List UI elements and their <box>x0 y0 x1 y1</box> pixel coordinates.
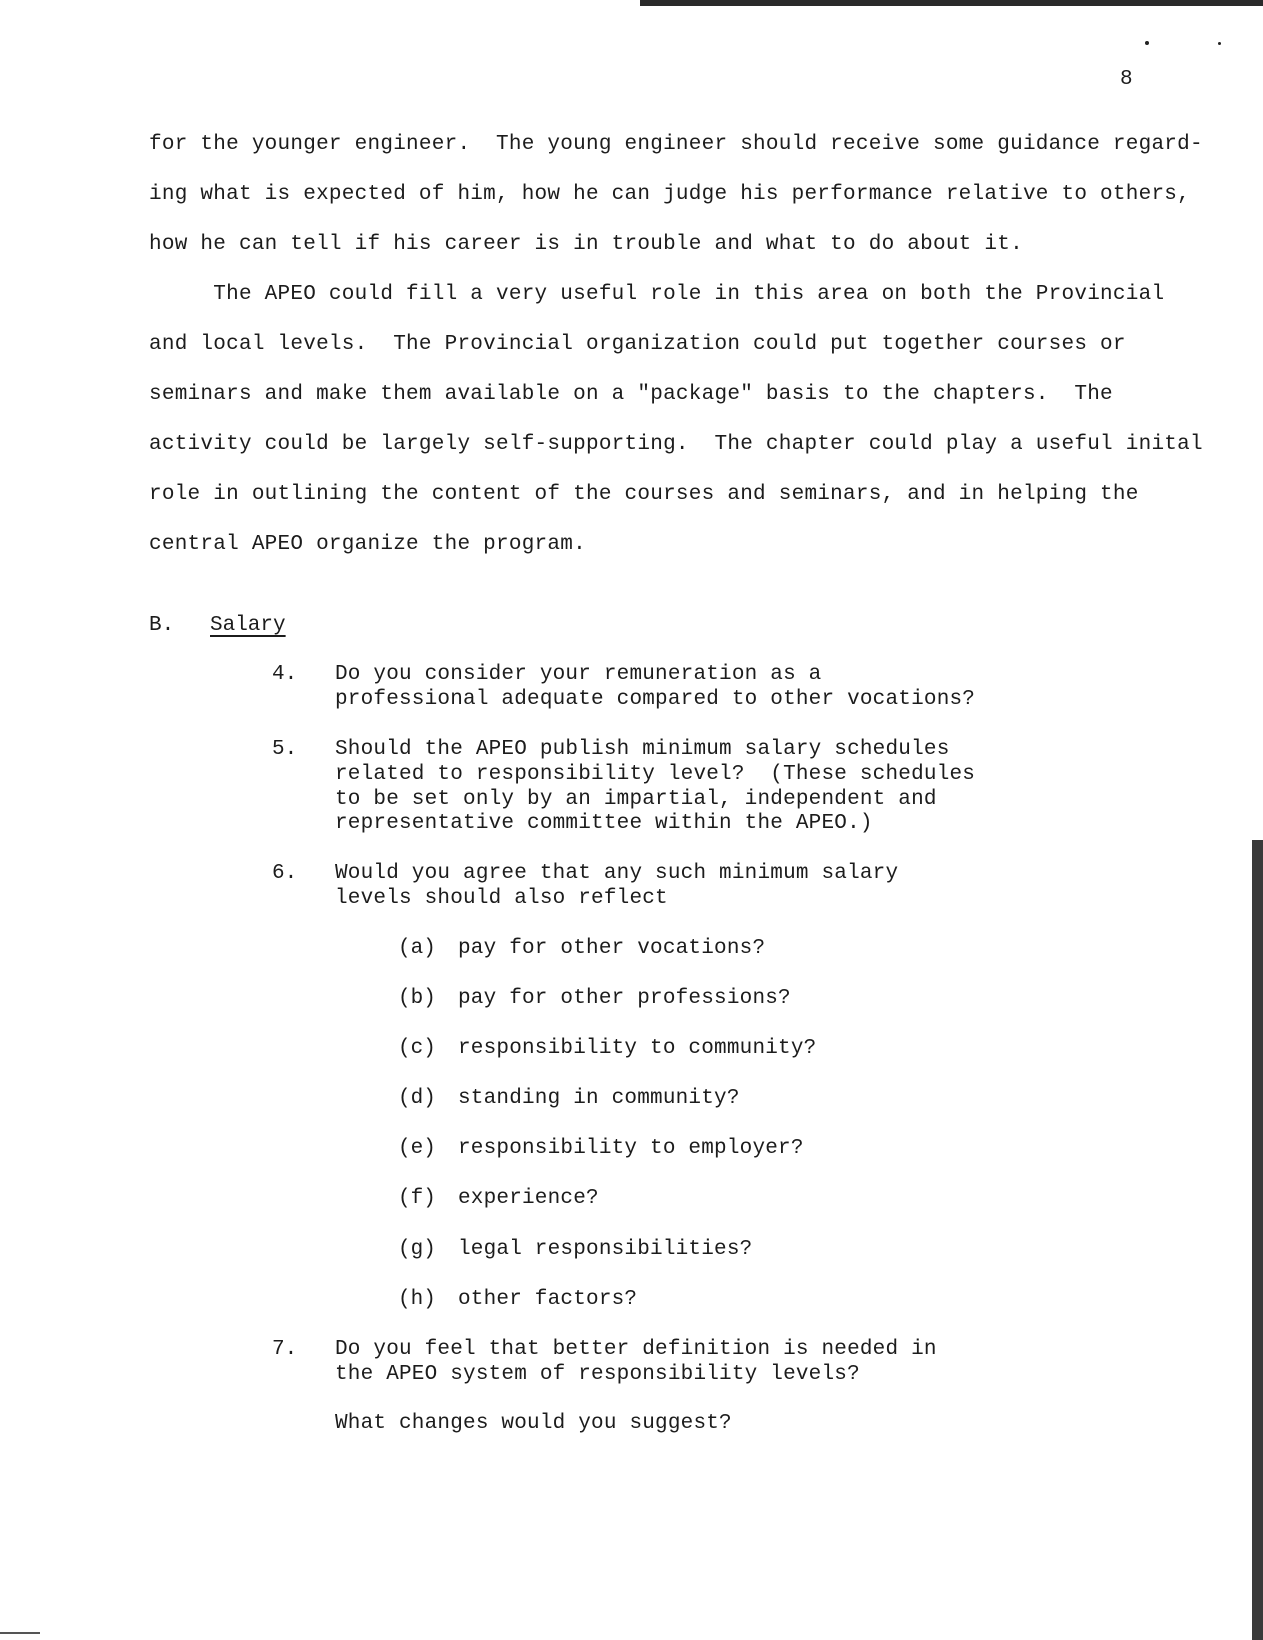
paragraph-line: central APEO organize the program. <box>149 533 586 556</box>
question-line: representative committee within the APEO.) <box>335 812 873 835</box>
sub-item-letter: (a) <box>398 937 436 960</box>
scan-bottom-mark <box>0 1632 40 1634</box>
paragraph-line: role in outlining the content of the courses and seminars, and in helping the <box>149 483 1139 506</box>
sub-item-letter: (c) <box>398 1037 436 1060</box>
question-number: 7. <box>272 1338 298 1361</box>
sub-item-text: experience? <box>458 1187 599 1210</box>
question-line: the APEO system of responsibility levels? <box>335 1363 860 1386</box>
paragraph-line: ing what is expected of him, how he can judge his performance relative to others, <box>149 183 1191 206</box>
paragraph-line: how he can tell if his career is in trouble and what to do about it. <box>149 233 1023 256</box>
sub-item-text: responsibility to employer? <box>458 1137 804 1160</box>
scan-speck <box>1145 41 1149 45</box>
page-number: 8 <box>1120 68 1133 91</box>
paragraph-line: activity could be largely self-supporting. The chapter could play a useful inital <box>149 433 1203 456</box>
sub-item-letter: (b) <box>398 987 436 1010</box>
sub-item-letter: (f) <box>398 1187 436 1210</box>
question-number: 5. <box>272 738 298 761</box>
sub-item-letter: (h) <box>398 1288 436 1311</box>
section-title: Salary <box>210 614 286 637</box>
sub-item-letter: (d) <box>398 1087 436 1110</box>
question-line: Do you feel that better definition is needed in <box>335 1338 937 1361</box>
scan-speck <box>1218 42 1221 45</box>
scan-top-edge <box>640 0 1263 6</box>
paragraph-line: and local levels. The Provincial organization could put together courses or <box>149 333 1126 356</box>
sub-item-text: standing in community? <box>458 1087 740 1110</box>
question-line: related to responsibility level? (These schedules <box>335 763 976 786</box>
question-number: 6. <box>272 862 298 885</box>
section-letter: B. <box>149 614 175 637</box>
sub-item-letter: (e) <box>398 1137 436 1160</box>
paragraph-line: seminars and make them available on a "package" basis to the chapters. The <box>149 383 1113 406</box>
sub-item-text: other factors? <box>458 1288 638 1311</box>
sub-item-text: pay for other vocations? <box>458 937 766 960</box>
scan-right-edge <box>1252 840 1263 1640</box>
paragraph-line: The APEO could fill a very useful role in this area on both the Provincial <box>149 283 1165 306</box>
question-follow-up: What changes would you suggest? <box>335 1412 732 1435</box>
question-line: professional adequate compared to other vocations? <box>335 688 976 711</box>
sub-item-text: pay for other professions? <box>458 987 791 1010</box>
question-line: to be set only by an impartial, independent and <box>335 788 937 811</box>
question-line: Would you agree that any such minimum salary <box>335 862 899 885</box>
sub-item-text: responsibility to community? <box>458 1037 817 1060</box>
question-line: levels should also reflect <box>335 887 668 910</box>
sub-item-text: legal responsibilities? <box>458 1238 753 1261</box>
question-line: Should the APEO publish minimum salary schedules <box>335 738 950 761</box>
question-line: Do you consider your remuneration as a <box>335 663 822 686</box>
question-number: 4. <box>272 663 298 686</box>
sub-item-letter: (g) <box>398 1238 436 1261</box>
paragraph-line: for the younger engineer. The young engineer should receive some guidance regard- <box>149 133 1203 156</box>
